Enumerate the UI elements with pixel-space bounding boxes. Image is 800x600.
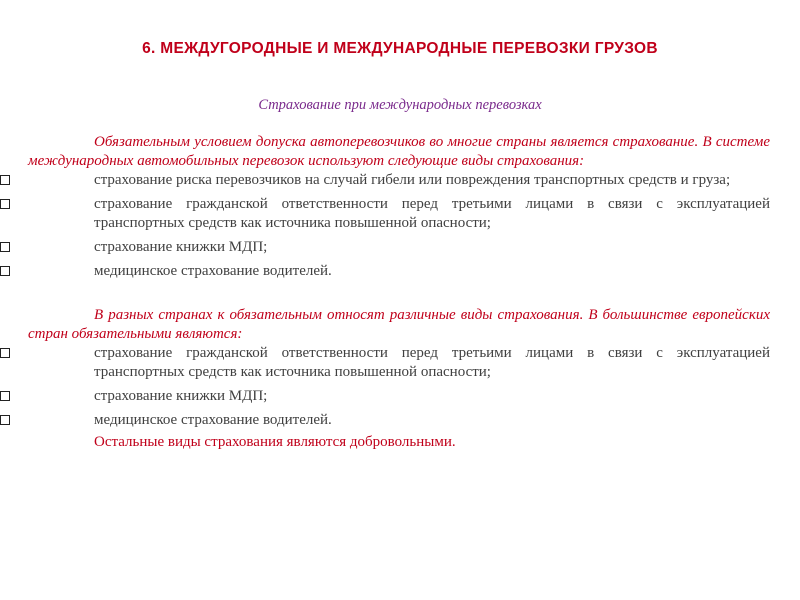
closing-note: Остальные виды страхования являются добровольными. [94, 434, 456, 450]
list-item-text: страхование книжки МДП; [94, 388, 268, 404]
list-item-text: медицинское страхование водителей. [94, 412, 332, 428]
list-item [28, 344, 770, 382]
slide-title: 6. МЕЖДУГОРОДНЫЕ И МЕЖДУНАРОДНЫЕ ПЕРЕВОЗКИ ГРУЗОВ [142, 40, 658, 57]
checkbox-square-icon [0, 266, 10, 276]
slide-content [28, 133, 770, 452]
list-item [28, 411, 770, 430]
checkbox-square-icon [0, 199, 10, 209]
checkbox-square-icon [0, 415, 10, 425]
list-item-text: страхование риска перевозчиков на случай гибели или повреждения транспортных средств и груза; [94, 172, 731, 188]
list-item [28, 387, 770, 406]
checkbox-square-icon [0, 175, 10, 185]
section-spacer [28, 286, 770, 306]
list-item-text: страхование гражданской ответственности перед третьими лицами в связи с эксплуатацией транспортных средств как источника повышенной опасности; [94, 196, 770, 231]
list-item-text: страхование книжки МДП; [94, 239, 268, 255]
list-item-text: страхование гражданской ответственности перед третьими лицами в связи с эксплуатацией транспортных средств как источника повышенной опасности; [94, 345, 770, 380]
list-item [28, 262, 770, 281]
section2-intro: В разных странах к обязательным относят различные виды страхования. В большинстве европейских стран обязательными являются: [28, 307, 770, 342]
list-item-text: медицинское страхование водителей. [94, 263, 332, 279]
checkbox-square-icon [0, 242, 10, 252]
list-item [28, 238, 770, 257]
list-item [28, 171, 770, 190]
slide-subtitle: Страхование при международных перевозках [258, 97, 542, 113]
checkbox-square-icon [0, 391, 10, 401]
section1-list [28, 171, 770, 281]
checkbox-square-icon [0, 348, 10, 358]
section1-intro: Обязательным условием допуска автоперевозчиков во многие страны является страхование. В системе международных автомобильных перевозок используют следующие виды страхования: [28, 134, 770, 169]
section2-list [28, 344, 770, 430]
list-item [28, 195, 770, 233]
